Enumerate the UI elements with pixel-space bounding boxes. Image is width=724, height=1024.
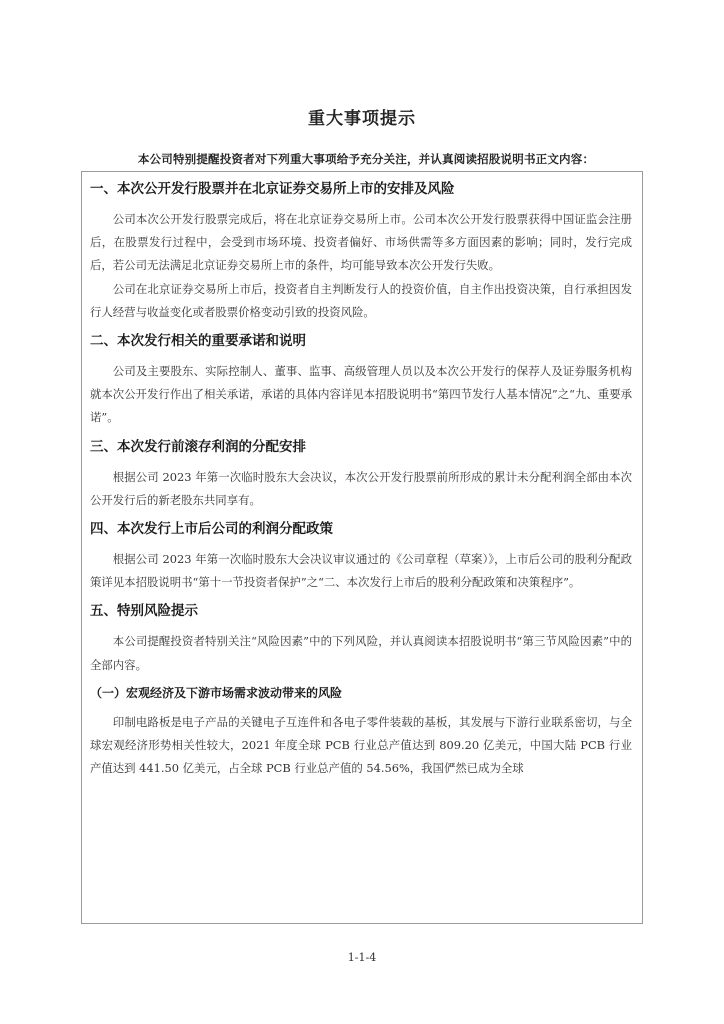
major-matters-box — [81, 171, 643, 924]
section-heading: 一、本次公开发行股票并在北京证券交易所上市的安排及风险 — [90, 181, 455, 197]
section-paragraph: 公司在北京证券交易所上市后，投资者自主判断发行人的投资价值，自主作出投资决策，自行承担因发行人经营与收益变化或者股票价格变动引致的投资风险。 — [90, 281, 632, 319]
section-heading: 三、本次发行前滚存利润的分配安排 — [90, 438, 306, 455]
section-paragraph: 根据公司 2023 年第一次临时股东大会决议审议通过的《公司章程（草案）》，上市后公司的股利分配政策详见本招股说明书“第十一节投资者保护”之“二、本次发行上市后的股利分配政策和决策程序”。 — [90, 552, 632, 590]
section-heading: 五、特别风险提示 — [90, 603, 198, 620]
document-title: 重大事项提示 — [308, 109, 416, 129]
section-commitments — [90, 330, 632, 430]
section-heading: 二、本次发行相关的重要承诺和说明 — [90, 333, 306, 350]
section-heading: 四、本次发行上市后公司的利润分配政策 — [90, 521, 333, 538]
section-paragraph: 本公司提醒投资者特别关注“风险因素”中的下列风险，并认真阅读本招股说明书“第三节风险因素”中的全部内容。 — [90, 634, 632, 672]
section-special-risk — [90, 600, 632, 780]
section-listing-arrangement — [90, 178, 632, 324]
subsection-heading: （一）宏观经济及下游市场需求波动带来的风险 — [90, 685, 343, 700]
section-paragraph: 根据公司 2023 年第一次临时股东大会决议，本次公开发行股票前所形成的累计未分配利润全部由本次公开发行后的新老股东共同享有。 — [90, 469, 632, 507]
section-retained-profit — [90, 436, 632, 512]
intro-notice: 本公司特别提醒投资者对下列重大事项给予充分关注，并认真阅读招股说明书正文内容： — [137, 152, 595, 166]
section-paragraph: 公司及主要股东、实际控制人、董事、监事、高级管理人员以及本次公开发行的保荐人及证券服务机构就本次公开发行作出了相关承诺，承诺的具体内容详见本招股说明书“第四节发行人基本情况”之“九、重要承诺”。 — [90, 364, 632, 425]
page-number: 1-1-4 — [347, 951, 377, 964]
section-dividend-policy — [90, 518, 632, 594]
subsection-paragraph: 印制电路板是电子产品的关键电子互连件和各电子零件装载的基板，其发展与下游行业联系密切，与全球宏观经济形势相关性较大，2021 年度全球 PCB 行业总产值达到 809.20 亿美元，中国大陆 PCB 行业产值达到 441.50 亿美元，占全球 PCB 行业总产值的 54.56%，我国俨然已成为全球 — [90, 714, 632, 776]
section-paragraph: 公司本次公开发行股票完成后，将在北京证券交易所上市。公司本次公开发行股票获得中国证监会注册后，在股票发行过程中，会受到市场环境、投资者偏好、市场供需等多方面因素的影响；同时，发行完成后，若公司无法满足北京证券交易所上市的条件，均可能导致本次公开发行失败。 — [90, 212, 632, 273]
